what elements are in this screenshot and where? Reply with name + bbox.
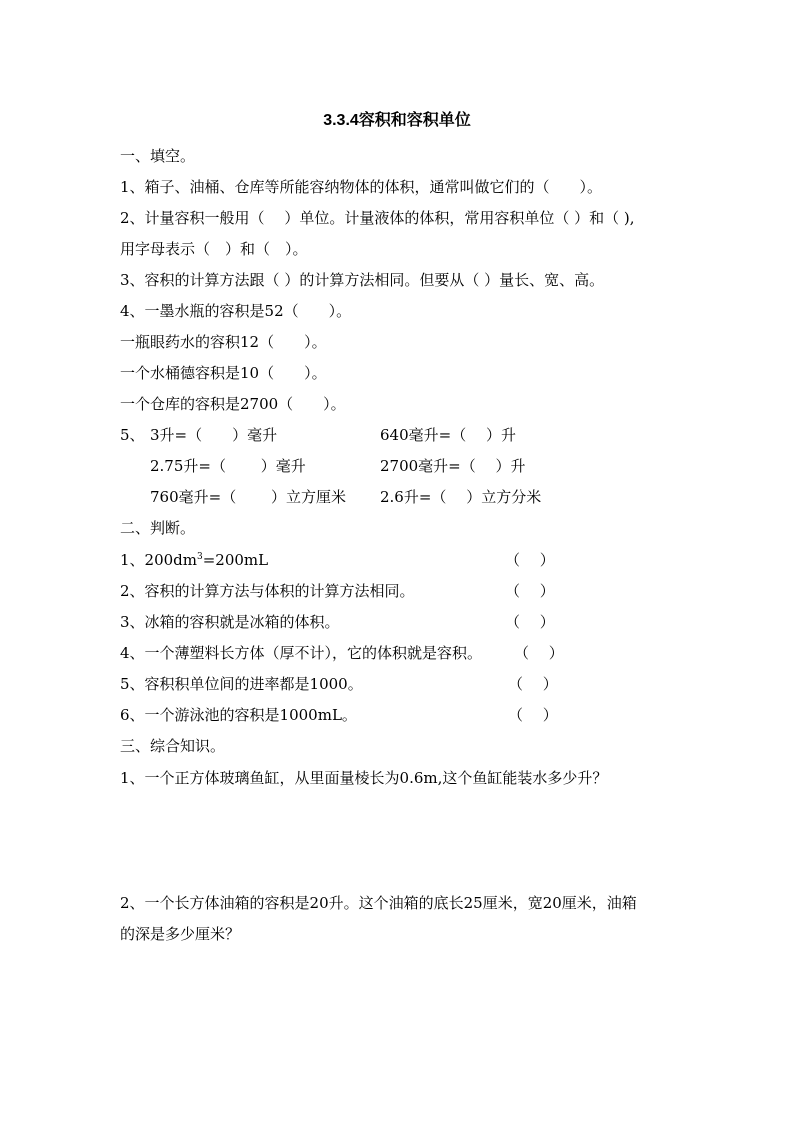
superscript-3: 3 — [197, 552, 203, 562]
conversion-item: 2.6升=（ ）立方分米 — [380, 488, 542, 506]
judge-question-6: 6、一个游泳池的容积是1000mL。 — [120, 706, 357, 724]
section-1-heading: 一、填空。 — [120, 147, 196, 165]
page-title: 3.3.4容积和容积单位 — [323, 112, 471, 129]
answer-parentheses: （ ） — [508, 675, 558, 693]
conversion-item: 2.75升=（ ）毫升 — [150, 457, 306, 475]
section-3-heading: 三、综合知识。 — [120, 737, 226, 755]
fill-question-4b: 一瓶眼药水的容积12（ ）。 — [120, 333, 327, 351]
fill-question-4a: 4、一墨水瓶的容积是52（ ）。 — [120, 302, 352, 320]
fill-question-4d: 一个仓库的容积是2700（ ）。 — [120, 395, 346, 413]
fill-question-2-line-2: 用字母表示（ ）和（ ）。 — [120, 240, 308, 258]
word-problem-2-line-2: 的深是多少厘米？ — [120, 925, 241, 943]
conversion-item: 3升=（ ）毫升 — [150, 426, 278, 444]
fill-question-5-number: 5、 — [120, 426, 145, 444]
judge-question-1-unit: =200mL — [202, 551, 269, 569]
fill-question-2-line-1: 2、计量容积一般用（ ）单位。计量液体的体积，常用容积单位（ ）和（ ), — [120, 209, 635, 227]
word-problem-2-line-1: 2、一个长方体油箱的容积是20升。这个油箱的底长25厘米，宽20厘米，油箱 — [120, 894, 637, 912]
fill-question-4c: 一个水桶德容积是10（ ）。 — [120, 364, 327, 382]
conversion-item: 2700毫升=（ ）升 — [380, 457, 526, 475]
answer-parentheses: （ ） — [508, 706, 558, 724]
answer-parentheses: （ ） — [505, 582, 555, 600]
conversion-item: 760毫升=（ ）立方厘米 — [150, 488, 346, 506]
judge-question-4: 4、一个薄塑料长方体（厚不计），它的体积就是容积。 — [120, 644, 483, 662]
answer-parentheses: （ ） — [505, 551, 555, 569]
section-2-heading: 二、判断。 — [120, 519, 196, 537]
fill-question-3: 3、容积的计算方法跟（ ）的计算方法相同。但要从（ ）量长、宽、高。 — [120, 271, 605, 289]
answer-parentheses: （ ） — [505, 613, 555, 631]
word-problem-1: 1、一个正方体玻璃鱼缸，从里面量棱长为0.6m,这个鱼缸能装水多少升？ — [120, 769, 608, 787]
answer-parentheses: （ ） — [514, 644, 564, 662]
judge-question-3: 3、冰箱的容积就是冰箱的体积。 — [120, 613, 340, 631]
fill-question-1: 1、箱子、油桶、仓库等所能容纳物体的体积，通常叫做它们的（ ）。 — [120, 178, 603, 196]
judge-question-1 — [120, 550, 268, 570]
conversion-item: 640毫升=（ ）升 — [380, 426, 516, 444]
judge-question-1-text: 1、200dm — [120, 551, 197, 569]
judge-question-5: 5、容积积单位间的进率都是1000。 — [120, 675, 363, 693]
judge-question-2: 2、容积的计算方法与体积的计算方法相同。 — [120, 582, 415, 600]
